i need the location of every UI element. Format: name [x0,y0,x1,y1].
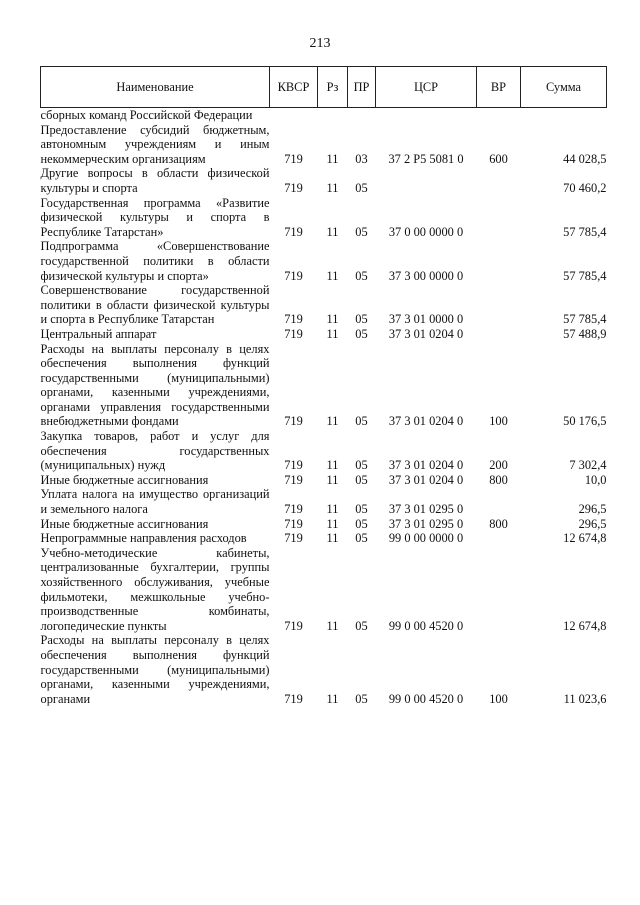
cell-vr: 600 [489,151,508,166]
cell-name: Закупка товаров, работ и услуг для обеспечения государственных (муниципальных) нужд [40,429,270,473]
cell-kvsr: 719 [284,312,303,327]
cell-rz: 11 [326,312,339,327]
cell-csr: 37 2 Р5 5081 0 [388,151,464,166]
table-row [41,327,607,342]
cell-kvsr: 719 [284,326,303,341]
cell-name: Иные бюджетные ассигнования [40,472,209,487]
table-row [41,546,607,634]
cell-pr: 05 [355,691,368,706]
cell-rz: 11 [326,472,339,487]
cell-vr [477,531,521,546]
cell-sum: 57 785,4 [563,224,607,239]
cell-name: Подпрограмма «Совершенствование государственной политики в области физической культуры и спорта» [40,239,270,283]
table-row [41,283,607,327]
cell-sum: 70 460,2 [563,180,607,195]
cell-csr: 99 0 00 0000 0 [388,531,464,546]
table-row [41,531,607,546]
cell-kvsr: 719 [284,502,303,517]
budget-table [40,66,607,706]
header-pr: ПР [348,67,376,108]
cell-csr: 37 0 00 0000 0 [388,224,464,239]
cell-pr: 05 [355,326,368,341]
cell-csr: 37 3 01 0295 0 [388,502,464,517]
cell-name: Другие вопросы в области физической культуры и спорта [40,166,270,195]
cell-pr: 05 [355,531,368,546]
cell-name: Непрограммные направления расходов [40,531,247,546]
cell-sum: 296,5 [578,516,607,531]
cell-sum [521,108,607,123]
cell-name: сборных команд Российской Федерации [40,108,253,122]
table-row [41,487,607,516]
header-name: Наименование [41,67,270,108]
cell-kvsr: 719 [284,531,303,546]
cell-rz: 11 [326,326,339,341]
table-row [41,239,607,283]
cell-sum: 7 302,4 [569,458,607,473]
cell-kvsr: 719 [284,516,303,531]
cell-csr [376,166,477,195]
table-row [41,429,607,473]
table-row [41,473,607,488]
cell-csr: 37 3 01 0204 0 [388,472,464,487]
cell-sum: 57 488,9 [563,326,607,341]
header-kvsr: КВСР [270,67,318,108]
cell-name: Совершенствование государственной политики в области физической культуры и спорта в Республике Татарстан [40,283,270,327]
cell-rz: 11 [326,531,339,546]
table-header [41,67,607,108]
cell-vr: 100 [489,414,508,429]
cell-vr: 200 [489,458,508,473]
cell-kvsr: 719 [284,691,303,706]
cell-vr: 800 [489,472,508,487]
cell-kvsr: 719 [284,180,303,195]
cell-kvsr: 719 [284,458,303,473]
table-row [41,517,607,532]
header-vr: ВР [477,67,521,108]
cell-sum: 296,5 [578,502,607,517]
cell-pr: 05 [355,414,368,429]
cell-sum: 50 176,5 [563,414,607,429]
header-csr: ЦСР [376,67,477,108]
cell-name: Государственная программа «Развитие физической культуры и спорта в Республике Татарстан» [40,195,270,239]
cell-kvsr: 719 [284,224,303,239]
cell-csr: 99 0 00 4520 0 [388,618,464,633]
cell-csr: 37 3 01 0204 0 [388,414,464,429]
cell-kvsr [270,108,318,123]
cell-vr [477,546,521,634]
cell-sum: 57 785,4 [563,268,607,283]
table-body [41,108,607,707]
cell-vr [477,196,521,240]
table-row [41,196,607,240]
cell-rz: 11 [326,618,339,633]
cell-pr: 03 [355,151,368,166]
cell-csr: 37 3 01 0295 0 [388,516,464,531]
cell-rz [318,108,348,123]
table-row [41,166,607,195]
cell-rz: 11 [326,180,339,195]
cell-pr: 05 [355,472,368,487]
cell-csr: 37 3 01 0204 0 [388,458,464,473]
cell-pr: 05 [355,268,368,283]
cell-pr: 05 [355,502,368,517]
cell-vr [477,487,521,516]
cell-kvsr: 719 [284,151,303,166]
cell-csr [376,108,477,123]
table-row [41,108,607,123]
cell-pr [348,108,376,123]
cell-rz: 11 [326,268,339,283]
cell-pr: 05 [355,312,368,327]
cell-sum: 11 023,6 [563,691,607,706]
cell-rz: 11 [326,414,339,429]
table-row [41,342,607,430]
cell-vr [477,108,521,123]
cell-name: Иные бюджетные ассигнования [40,516,209,531]
cell-rz: 11 [326,458,339,473]
cell-name: Расходы на выплаты персоналу в целях обеспечения выполнения функций государственными (муниципальными) органами, казенными учреждениями, органами управления государственными внебюджетными фондами [40,341,270,429]
cell-csr: 37 3 00 0000 0 [388,268,464,283]
cell-rz: 11 [326,691,339,706]
cell-name: Расходы на выплаты персоналу в целях обеспечения выполнения функций государственными (муниципальными) органами, казенными учреждениями, органами [40,633,270,706]
cell-csr: 37 3 01 0000 0 [388,312,464,327]
cell-rz: 11 [326,224,339,239]
header-rz: Рз [318,67,348,108]
cell-pr: 05 [355,618,368,633]
cell-vr [477,166,521,195]
cell-sum: 12 674,8 [563,618,607,633]
cell-sum: 12 674,8 [563,531,607,546]
cell-kvsr: 719 [284,268,303,283]
cell-vr [477,283,521,327]
cell-vr: 800 [489,516,508,531]
cell-name: Центральный аппарат [40,326,157,341]
cell-kvsr: 719 [284,618,303,633]
cell-kvsr: 719 [284,414,303,429]
cell-pr: 05 [355,458,368,473]
cell-csr: 99 0 00 4520 0 [388,691,464,706]
cell-kvsr: 719 [284,472,303,487]
cell-vr: 100 [489,691,508,706]
cell-sum: 57 785,4 [563,312,607,327]
header-sum: Сумма [521,67,607,108]
cell-pr: 05 [355,180,368,195]
table-row [41,633,607,706]
cell-rz: 11 [326,502,339,517]
cell-sum: 44 028,5 [563,151,607,166]
cell-pr: 05 [355,224,368,239]
cell-sum: 10,0 [584,472,607,487]
cell-name: Уплата налога на имущество организаций и земельного налога [40,487,270,517]
cell-name: Предоставление субсидий бюджетным, автономным учреждениям и иным некоммерческим организациям [40,122,270,166]
cell-pr: 05 [355,516,368,531]
cell-rz: 11 [326,151,339,166]
cell-csr: 37 3 01 0204 0 [388,326,464,341]
page-number: 213 [309,36,331,51]
cell-name: Учебно-методические кабинеты, централизованные бухгалтерии, группы хозяйственного обслуживания, учебные фильмотеки, межшкольные учебно-производственные комбинаты, логопедические пункты [40,545,270,633]
cell-rz: 11 [326,516,339,531]
cell-vr [477,239,521,283]
cell-vr [477,327,521,342]
table-row [41,123,607,167]
